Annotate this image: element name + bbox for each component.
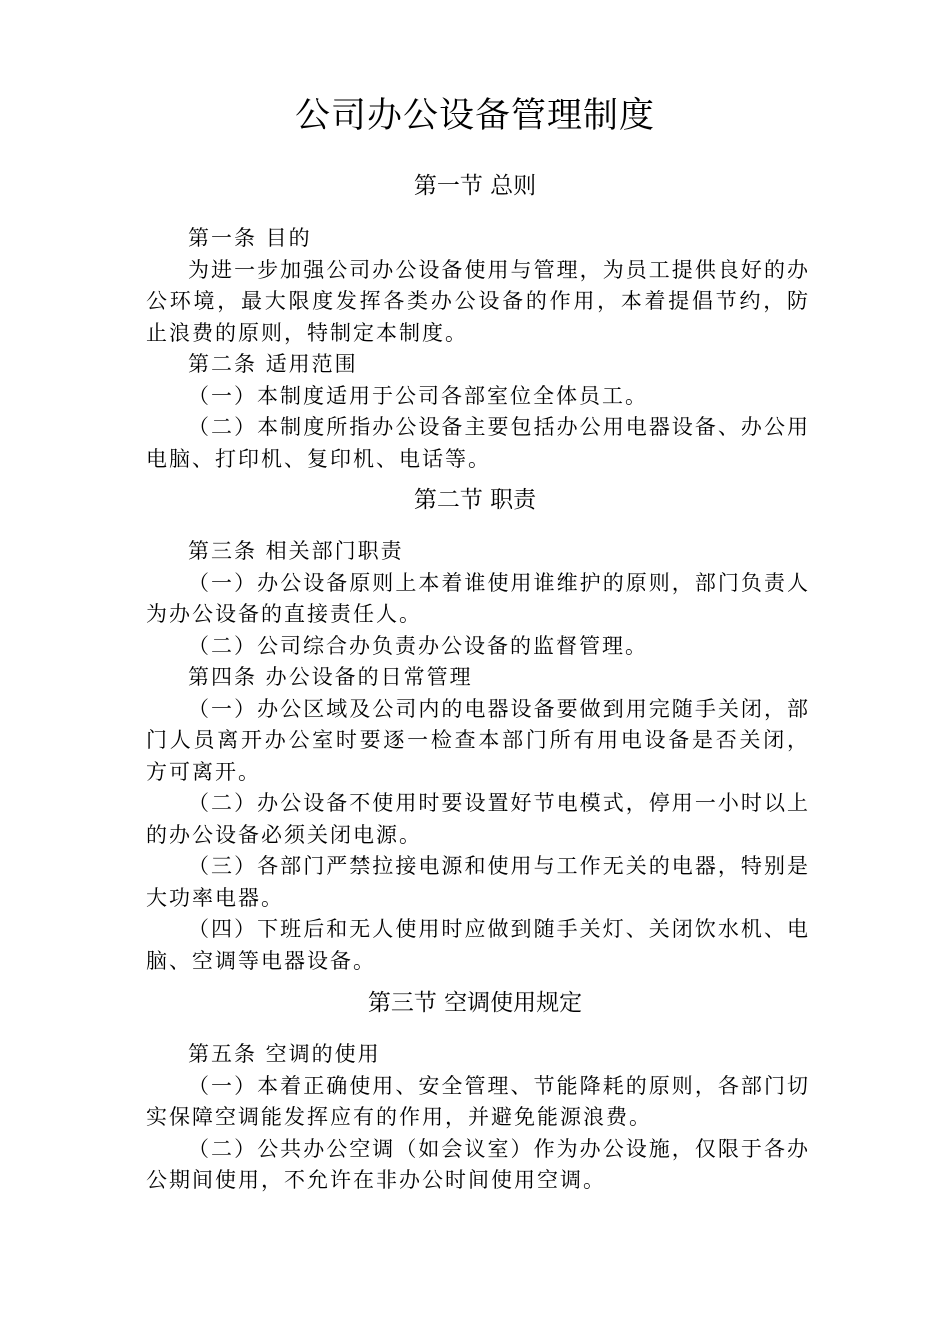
paragraph: （四）下班后和无人使用时应做到随手关灯、关闭饮水机、电脑、空调等电器设备。 xyxy=(146,917,810,973)
document-title: 公司办公设备管理制度 xyxy=(294,96,655,136)
paragraph: （二）本制度所指办公设备主要包括办公用电器设备、办公用电脑、打印机、复印机、电话等。 xyxy=(146,415,810,471)
paragraph: （二）公共办公空调（如会议室）作为办公设施，仅限于各办公期间使用，不允许在非办公时间使用空调。 xyxy=(146,1136,810,1192)
paragraph: 为进一步加强公司办公设备使用与管理，为员工提供良好的办公环境，最大限度发挥各类办公设备的作用，本着提倡节约，防止浪费的原则，特制定本制度。 xyxy=(146,257,810,345)
paragraph: （一）办公设备原则上本着谁使用谁维护的原则，部门负责人为办公设备的直接责任人。 xyxy=(146,570,810,626)
paragraph: （一）本着正确使用、安全管理、节能降耗的原则，各部门切实保障空调能发挥应有的作用，并避免能源浪费。 xyxy=(146,1073,810,1129)
paragraph: （一）办公区域及公司内的电器设备要做到用完随手关闭，部门人员离开办公室时要逐一检查本部门所有用电设备是否关闭，方可离开。 xyxy=(146,696,810,784)
section-body-3 xyxy=(146,1039,810,1197)
section-body-1 xyxy=(146,223,810,475)
article-heading: 第四条 办公设备的日常管理 xyxy=(188,665,473,689)
article-heading: 第一条 目的 xyxy=(188,226,312,250)
section-heading-1: 第一节 总则 xyxy=(413,173,537,199)
article-heading: 第三条 相关部门职责 xyxy=(188,539,404,563)
paragraph: （二）公司综合办负责办公设备的监督管理。 xyxy=(188,633,648,658)
section-heading-3: 第三节 空调使用规定 xyxy=(367,990,583,1016)
paragraph: （二）办公设备不使用时要设置好节电模式，停用一小时以上的办公设备必须关闭电源。 xyxy=(146,791,810,847)
section-heading-2: 第二节 职责 xyxy=(413,487,537,513)
paragraph: （三）各部门严禁拉接电源和使用与工作无关的电器，特别是大功率电器。 xyxy=(146,854,810,910)
paragraph: （一）本制度适用于公司各部室位全体员工。 xyxy=(188,383,648,408)
section-body-2 xyxy=(146,536,810,977)
article-heading: 第五条 空调的使用 xyxy=(188,1042,381,1066)
article-heading: 第二条 适用范围 xyxy=(188,352,358,376)
